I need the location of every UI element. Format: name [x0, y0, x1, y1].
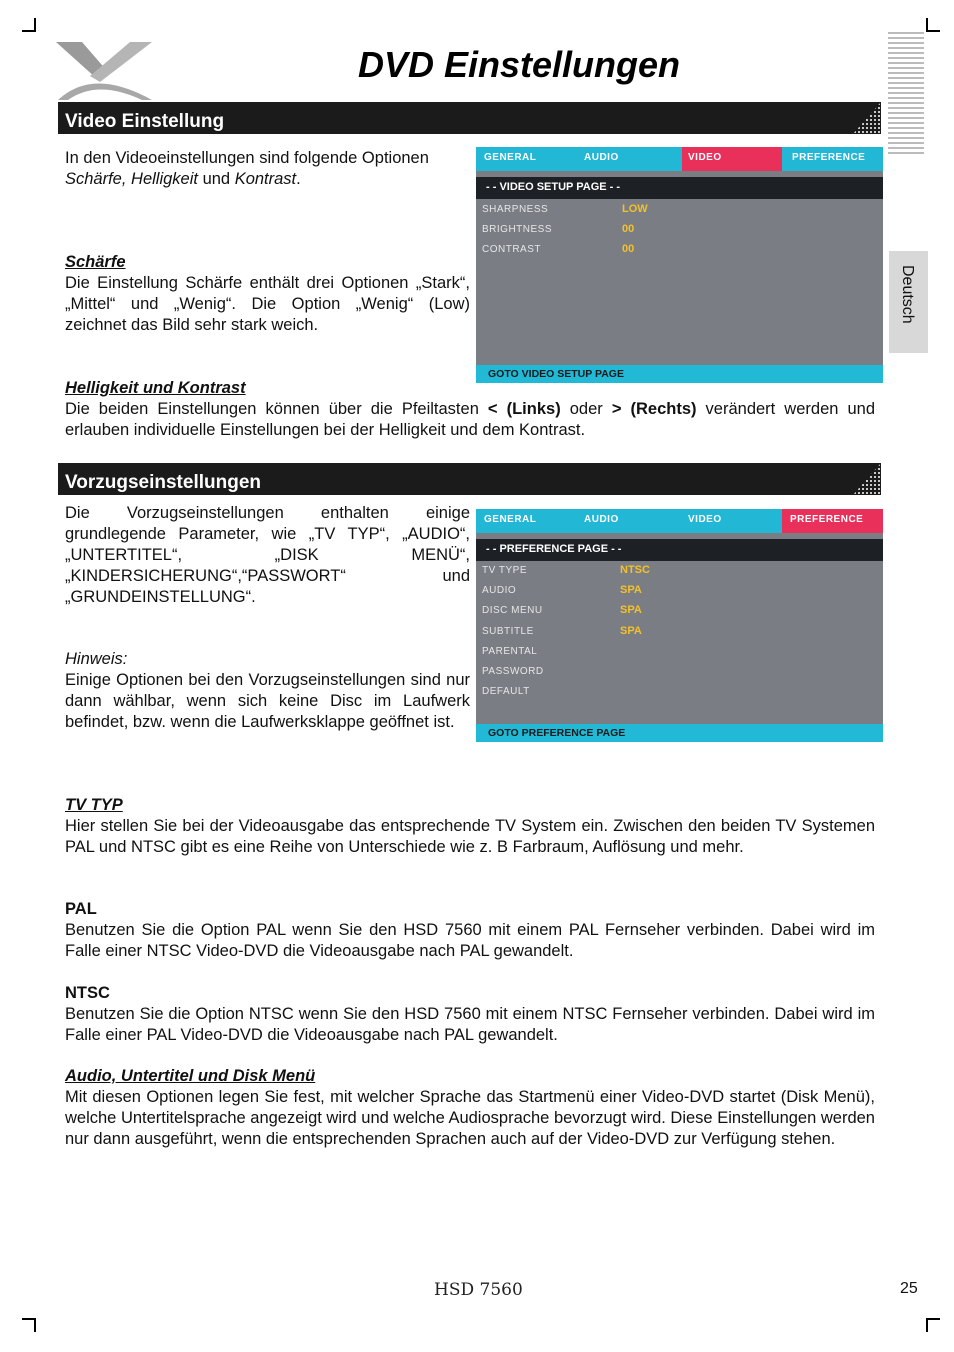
text-tv-typ: Hier stellen Sie bei der Videoausgabe das entsprechende TV System ein. Zwischen den beiden TV Systemen PAL und NTSC gibt es eine Reihe von Unterschiede wie z. B Farbraum, Auflösung und mehr. — [65, 817, 875, 856]
video-intro-mid: und — [197, 170, 235, 188]
row-value-subtitle: SPA — [620, 625, 642, 637]
text-pref-intro: Die Vorzugseinstellungen enthalten einige grundlegende Parameter, wie „TV TYP“, „AUDIO“, „UNTERTITEL“, „DISK MENÜ“, „KINDERSICHERUNG“,“PASSWORT“ und „GRUNDEINSTELLUNG“. — [65, 504, 470, 606]
row-label-password: PASSWORD — [482, 666, 544, 677]
page-title: DVD Einstellungen — [358, 44, 681, 85]
heading-hinweis: Hinweis: — [65, 650, 128, 668]
row-label-brightness: BRIGHTNESS — [482, 224, 553, 235]
section-header-preference — [58, 463, 881, 495]
section-title-preference: Vorzugseinstellungen — [65, 472, 262, 493]
text-helligkeit-part1: Die beiden Einstellungen können über die Pfeiltasten — [65, 400, 488, 418]
crop-mark-top-left — [22, 18, 36, 32]
dot-pattern-decoration — [841, 463, 881, 495]
tab-video: VIDEO — [682, 147, 782, 171]
brand-logo — [52, 38, 156, 104]
text-helligkeit-part2: verändert werden und erlauben individuelle Einstellungen bei der Helligkeit und dem Kontrast. — [65, 400, 875, 439]
row-value-audio: SPA — [620, 584, 642, 596]
language-tab-label: Deutsch — [899, 265, 916, 324]
preference-setup-screenshot — [476, 509, 883, 742]
text-ntsc: Benutzen Sie die Option NTSC wenn Sie den HSD 7560 mit einem NTSC Fernseher verbinden. Dabei wird im Falle einer PAL Video-DVD die Videoausgabe nach PAL gewandelt. — [65, 1005, 875, 1044]
tab-general: GENERAL — [484, 514, 537, 525]
row-label-subtitle: SUBTITLE — [482, 626, 534, 637]
row-value-sharpness: LOW — [622, 203, 648, 215]
row-label-audio: AUDIO — [482, 585, 517, 596]
setup-footer-text: GOTO PREFERENCE PAGE — [488, 727, 626, 739]
row-label-contrast: CONTRAST — [482, 244, 541, 255]
setup-page-bar — [476, 539, 883, 561]
video-intro-italic-1: Schärfe, Helligkeit — [65, 170, 198, 188]
heading-schaerfe: Schärfe — [65, 253, 126, 271]
key-left: < (Links) — [487, 400, 561, 418]
setup-footer-bar — [476, 365, 883, 383]
crop-mark-bottom-left — [22, 1318, 36, 1332]
crop-mark-bottom-right — [926, 1318, 940, 1332]
heading-audio-untertitel: Audio, Untertitel und Disk Menü — [65, 1067, 316, 1085]
heading-ntsc: NTSC — [65, 984, 110, 1002]
tab-general: GENERAL — [484, 152, 537, 163]
row-label-default: DEFAULT — [482, 686, 530, 697]
video-intro-line1: In den Videoeinstellungen sind folgende Optionen — [65, 149, 429, 167]
dot-pattern-decoration — [841, 102, 881, 134]
setup-page-title: - - VIDEO SETUP PAGE - - — [486, 181, 621, 193]
row-label-disc-menu: DISC MENU — [482, 605, 543, 616]
key-right: > (Rechts) — [611, 400, 697, 418]
video-intro-line2 — [65, 169, 470, 190]
text-schaerfe: Die Einstellung Schärfe enthält drei Optionen „Stark“, „Mittel“ und „Wenig“. Die Option „Wenig“ (Low) zeichnet das Bild sehr stark weich. — [65, 274, 470, 334]
section-header-video — [58, 102, 881, 134]
row-value-tv-type: NTSC — [620, 564, 650, 576]
language-tab — [889, 251, 928, 353]
text-helligkeit-oder: oder — [560, 400, 612, 418]
row-label-sharpness: SHARPNESS — [482, 204, 549, 215]
row-label-tv-type: TV TYPE — [482, 565, 527, 576]
video-intro-italic-2: Kontrast — [234, 170, 297, 188]
setup-footer-text: GOTO VIDEO SETUP PAGE — [488, 368, 624, 380]
setup-page-title: - - PREFERENCE PAGE - - — [486, 543, 622, 555]
row-value-disc-menu: SPA — [620, 604, 642, 616]
row-value-brightness: 00 — [622, 223, 635, 235]
ruled-lines-decoration — [888, 32, 924, 158]
heading-tv-typ: TV TYP — [65, 796, 123, 814]
setup-tabs — [476, 147, 883, 171]
tab-audio: AUDIO — [584, 152, 619, 163]
text-audio-untertitel: Mit diesen Optionen legen Sie fest, mit welcher Sprache das Startmenü einer Video-DVD startet (Disk Menü), welche Untertitelsprache angezeigt wird und welche Audiosprache bevorzugt wird. Diese Einstellungen werden nur dann ausgeführt, wenn die entsprechenden Sprachen auch auf der Video-DVD zur Verfügung stehen. — [65, 1088, 875, 1148]
heading-helligkeit: Helligkeit und Kontrast — [65, 379, 246, 397]
heading-pal: PAL — [65, 900, 97, 918]
text-helligkeit — [65, 399, 875, 441]
tab-preference: PREFERENCE — [782, 509, 883, 533]
page-number: 25 — [900, 1280, 918, 1297]
row-value-contrast: 00 — [622, 243, 635, 255]
section-title-video: Video Einstellung — [65, 111, 225, 132]
footer-model: HSD 7560 — [434, 1280, 523, 1300]
video-intro-end: . — [296, 170, 301, 188]
setup-tabs — [476, 509, 883, 533]
video-setup-screenshot — [476, 147, 883, 383]
tab-video: VIDEO — [688, 514, 722, 525]
setup-page-bar — [476, 177, 883, 199]
video-intro — [65, 148, 470, 190]
tab-preference: PREFERENCE — [792, 152, 866, 163]
row-label-parental: PARENTAL — [482, 646, 538, 657]
text-pal: Benutzen Sie die Option PAL wenn Sie den HSD 7560 mit einem PAL Fernseher verbinden. Dabei wird im Falle einer NTSC Video-DVD die Videoausgabe nach PAL gewandelt. — [65, 921, 875, 960]
text-hinweis: Einige Optionen bei den Vorzugseinstellungen sind nur dann wählbar, wenn sich keine Disc im Laufwerk befindet, bzw. wenn die Laufwerksklappe geöffnet ist. — [65, 671, 470, 731]
setup-footer-bar — [476, 724, 883, 742]
crop-mark-top-right — [926, 18, 940, 32]
tab-audio: AUDIO — [584, 514, 619, 525]
